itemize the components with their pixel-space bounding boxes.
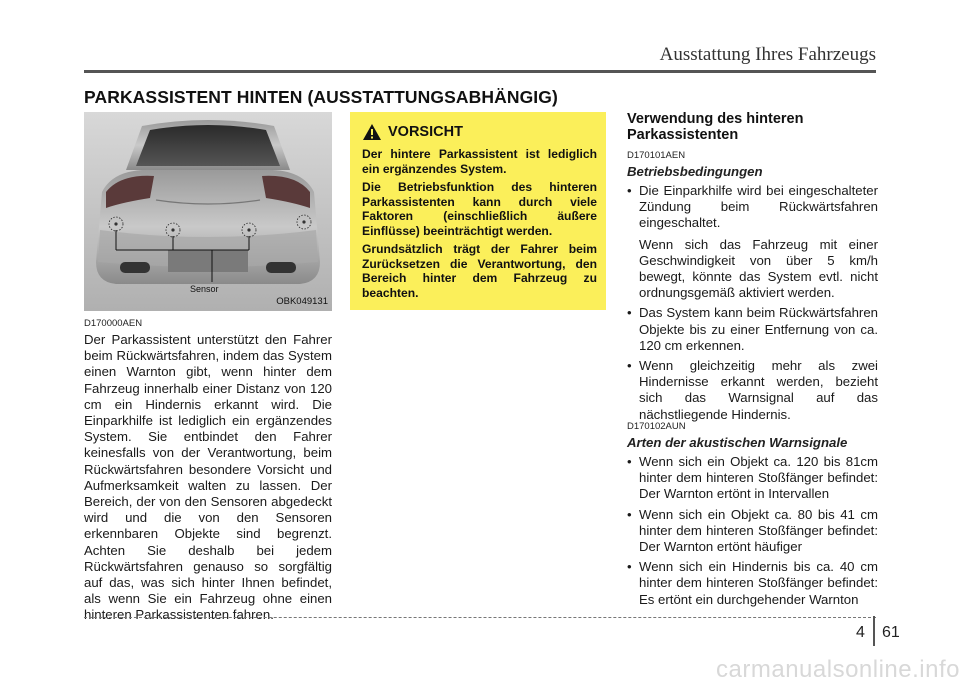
list-item-text: Das System kann beim Rückwärtsfahren Objekte bis zu einer Entfernung von ca. 120 cm erkennen. <box>639 305 878 353</box>
list-item <box>627 454 878 503</box>
list-item-text: Wenn sich ein Objekt ca. 120 bis 81cm hinter dem hinteren Stoßfänger befindet: Der Warnton ertönt in Intervallen <box>639 454 878 502</box>
bullet-icon: • <box>627 506 632 522</box>
rear-window <box>136 125 280 166</box>
list-item-text: Wenn sich ein Objekt ca. 80 bis 41 cm hinter dem hinteren Stoßfänger befindet: Der Warnton ertönt häufiger <box>639 506 878 555</box>
header-rule <box>84 70 876 73</box>
subheading-operating-conditions: Betriebsbedingungen <box>627 164 763 179</box>
warning-icon <box>362 123 382 141</box>
list-item-text: Wenn gleichzeitig mehr als zwei Hindernisse erkannt werden, bezieht sich das Warnsignal auf das nächstliegende Hindernis. <box>639 358 878 422</box>
warning-paragraph: Grundsätzlich trägt der Fahrer beim Zurücksetzen die Verantwortung, den Bereich hinter dem Fahrzeug zu beachten. <box>362 242 597 300</box>
left-exhaust <box>120 262 150 273</box>
warning-signals-list <box>627 454 878 612</box>
footer-rule <box>84 617 876 618</box>
operating-conditions-list <box>627 183 878 427</box>
right-code-2: D170102AUN <box>627 421 686 432</box>
watermark: carmanualsonline.info <box>716 656 960 683</box>
list-item <box>627 358 878 423</box>
bullet-icon: • <box>627 358 632 374</box>
footer-divider <box>873 616 875 646</box>
warning-paragraph: Die Betriebsfunktion des hinteren Parkassistenten kann durch viele Faktoren (einschließlich äußere Einflüsse) beeinträchtigt werden. <box>362 180 597 238</box>
bullet-icon: • <box>627 305 632 321</box>
list-item-extra: Wenn sich das Fahrzeug mit einer Geschwindigkeit von über 5 km/h bewegt, könnte das System evtl. nicht ordnungsgemäß aktiviert werden. <box>639 236 878 301</box>
plate-area <box>168 250 248 272</box>
usage-heading: Verwendung des hinteren Parkassistenten <box>627 111 804 143</box>
list-item <box>627 559 878 608</box>
warning-box <box>350 112 606 310</box>
right-code-1: D170101AEN <box>627 150 686 161</box>
chapter-number: 4 <box>856 624 865 641</box>
page-number: 61 <box>882 624 900 641</box>
bullet-icon: • <box>627 559 632 575</box>
list-item-text: Wenn sich ein Hindernis bis ca. 40 cm hinter dem hinteren Stoßfänger befindet: Es ertönt ein durchgehender Warnton <box>639 559 878 607</box>
list-item-text: Die Einparkhilfe wird bei eingeschalteter Zündung beim Rückwärtsfahren eingeschaltet. <box>639 183 878 231</box>
sensor-label: Sensor <box>190 284 219 294</box>
section-title: PARKASSISTENT HINTEN (AUSSTATTUNGSABHÄNGIG) <box>84 87 558 107</box>
bullet-icon: • <box>627 454 632 469</box>
warning-paragraph: Der hintere Parkassistent ist lediglich ein ergänzendes System. <box>362 147 597 176</box>
image-code: OBK049131 <box>276 296 328 307</box>
intro-paragraph: Der Parkassistent unterstützt den Fahrer beim Rückwärtsfahren, indem das System einen Warnton gibt, wenn hinter dem Fahrzeug innerhalb einer Distanz von 120 cm ein Hindernis erkannt wird. Die Einparkhilfe ist lediglich ein ergänzendes System. Sie entbindet den Fahrer keinesfalls von der Verantwortung, beim Rückwärtsfahren besondere Vorsicht und Aufmerksamkeit walten zu lassen. Der Bereich, der von den Sensoren abgedeckt wird und die von den Sensoren erkennbaren Objekte sind begrenzt. Achten Sie deshalb bei jedem Rückwärtsfahren genauso so sorgfältig auf das, was sich hinter Ihnen befindet, als wenn Sie ein Fahrzeug ohne einen hinteren Parkassistenten fahren. <box>84 332 332 623</box>
warning-title: VORSICHT <box>388 124 463 140</box>
left-code: D170000AEN <box>84 318 143 329</box>
list-item <box>627 507 878 556</box>
car-rear-photo <box>84 112 332 311</box>
header-title: Ausstattung Ihres Fahrzeugs <box>659 44 876 65</box>
list-item <box>627 183 878 301</box>
bullet-icon: • <box>627 183 632 198</box>
car-rear-illustration <box>84 112 332 311</box>
list-item <box>627 305 878 354</box>
subheading-warning-signals: Arten der akustischen Warnsignale <box>627 435 848 450</box>
right-exhaust <box>266 262 296 273</box>
